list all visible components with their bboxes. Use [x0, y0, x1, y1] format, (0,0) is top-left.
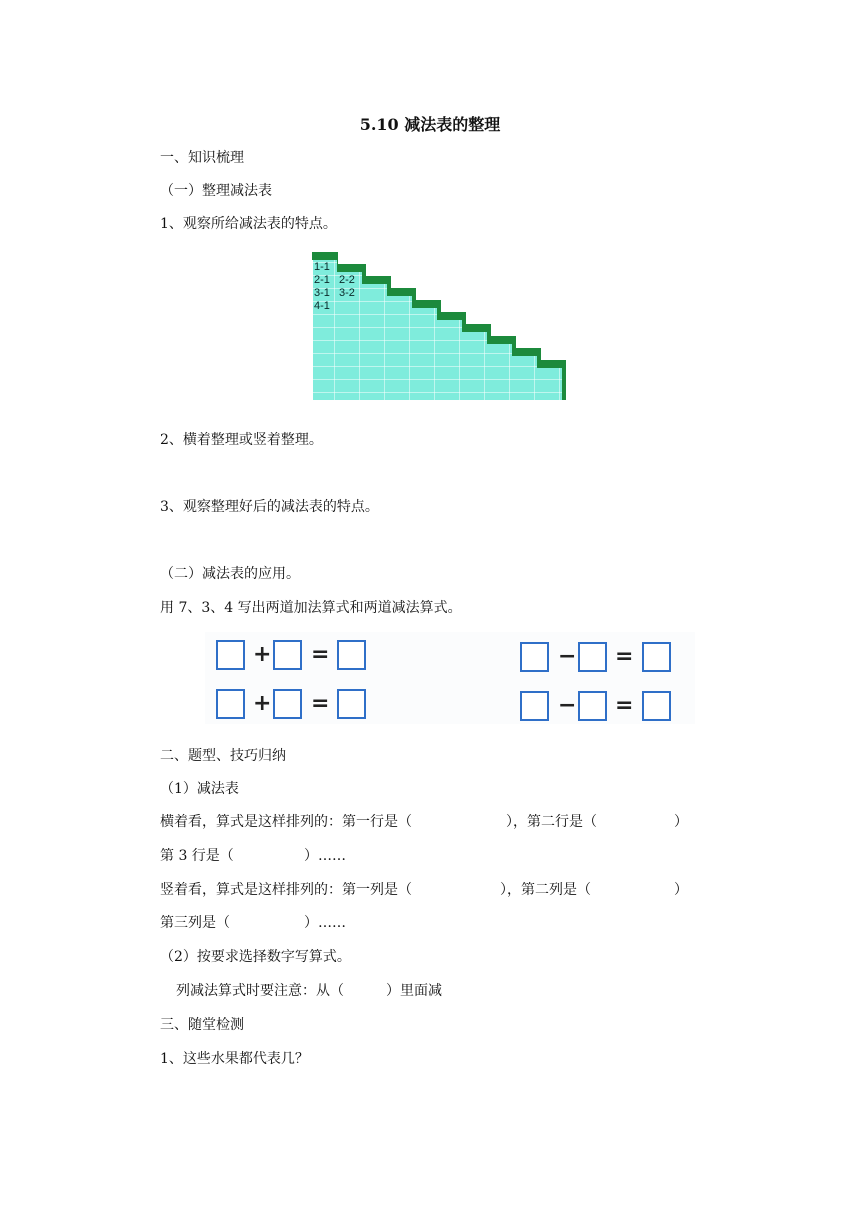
answer-box[interactable]: [216, 689, 245, 719]
question-2: 2、横着整理或竖着整理。: [160, 432, 323, 448]
subsection-subtraction-table: （1）减法表: [160, 781, 239, 797]
section-heading-3: 三、随堂检测: [160, 1017, 244, 1033]
question-3: 3、观察整理好后的减法表的特点。: [160, 499, 379, 515]
column-arrangement-second: ），第二列是（: [500, 882, 591, 898]
instruction-use-numbers: 用 7、3、4 写出两道加法算式和两道减法算式。: [160, 600, 462, 616]
answer-box[interactable]: [642, 642, 671, 672]
answer-box[interactable]: [520, 691, 549, 721]
subsection-heading-1: （一）整理减法表: [160, 183, 272, 199]
answer-box[interactable]: [216, 640, 245, 670]
column-arrangement-prompt: 竖着看，算式是这样排列的：第一列是（: [160, 882, 412, 898]
answer-box[interactable]: [337, 689, 366, 719]
answer-box[interactable]: [520, 642, 549, 672]
question-fruit: 1、这些水果都代表几？: [160, 1051, 309, 1067]
answer-box[interactable]: [273, 689, 302, 719]
cell-label-1-1: 1-1: [314, 261, 330, 273]
row-3-prompt: 第 3 行是（: [160, 848, 234, 864]
plus-sign: +: [253, 642, 272, 667]
minus-sign: −: [558, 693, 577, 718]
page-title: 5.10 减法表的整理: [359, 115, 501, 134]
answer-box[interactable]: [273, 640, 302, 670]
cell-label-2-2: 2-2: [339, 274, 355, 286]
row-arrangement-second: ），第二行是（: [506, 814, 597, 830]
note-prompt: 列减法算式时要注意：从（: [176, 983, 344, 999]
equals-sign: =: [615, 693, 634, 718]
section-heading-1: 一、知识梳理: [160, 150, 244, 166]
cell-label-3-2: 3-2: [339, 287, 355, 299]
equals-sign: =: [311, 642, 330, 667]
column-3-prompt: 第三列是（: [160, 915, 230, 931]
column-arrangement-close: ）: [674, 882, 688, 898]
plus-sign: +: [253, 691, 272, 716]
cell-label-3-1: 3-1: [314, 287, 330, 299]
answer-box[interactable]: [578, 642, 607, 672]
subsection-choose-numbers: （2）按要求选择数字写算式。: [160, 949, 351, 965]
subsection-heading-2: （二）减法表的应用。: [160, 566, 300, 582]
column-3-close: ）……: [304, 915, 346, 931]
row-arrangement-prompt: 横着看，算式是这样排列的：第一行是（: [160, 814, 412, 830]
minus-sign: −: [558, 644, 577, 669]
row-3-close: ）……: [304, 848, 346, 864]
cell-label-2-1: 2-1: [314, 274, 330, 286]
answer-box[interactable]: [337, 640, 366, 670]
answer-box[interactable]: [642, 691, 671, 721]
equals-sign: =: [615, 644, 634, 669]
note-close: ）里面减: [386, 983, 442, 999]
row-arrangement-close: ）: [674, 814, 688, 830]
answer-box[interactable]: [578, 691, 607, 721]
question-1: 1、观察所给减法表的特点。: [160, 216, 337, 232]
equals-sign: =: [311, 691, 330, 716]
cell-label-4-1: 4-1: [314, 300, 330, 312]
section-heading-2: 二、题型、技巧归纳: [160, 748, 286, 764]
subtraction-table-figure: [310, 250, 570, 406]
